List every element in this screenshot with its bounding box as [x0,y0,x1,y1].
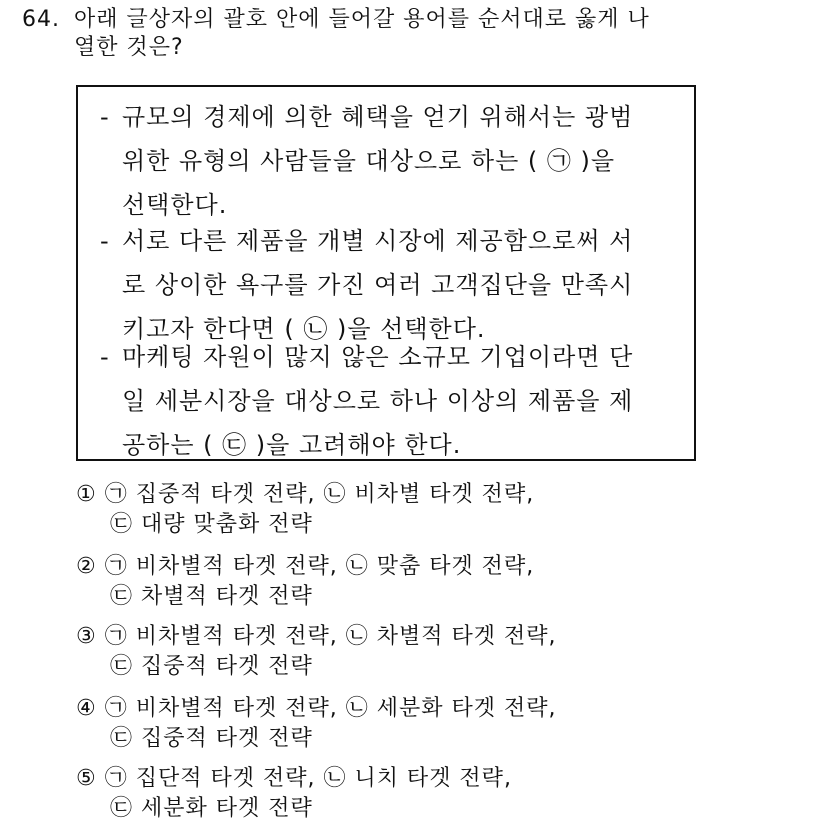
passage-line: 키고자 한다면 ( ㉡ )을 선택한다. [122,315,486,343]
bullet-dash: - [100,343,110,371]
option-line-1: ③ ㉠ 비차별적 타겟 전략, ㉡ 차별적 타겟 전략, [76,624,557,649]
option-line-1: ⑤ ㉠ 집단적 타겟 전략, ㉡ 니치 타겟 전략, [76,766,512,791]
passage-line: 선택한다. [122,191,228,219]
answer-option-4[interactable] [76,694,556,754]
answer-option-5[interactable] [76,764,512,824]
passage-item-3 [100,335,633,467]
option-line-2: ㉢ 차별적 타겟 전략 [110,584,313,609]
passage-line: 마케팅 자원이 많지 않은 소규모 기업이라면 단 [122,343,634,371]
option-line-2: ㉢ 대량 맞춤화 전략 [110,512,313,537]
passage-line: 로 상이한 욕구를 가진 여러 고객집단을 만족시 [122,271,634,299]
passage-item-1 [100,95,633,227]
answer-option-1[interactable] [76,480,534,540]
option-line-1: ① ㉠ 집중적 타겟 전략, ㉡ 비차별 타겟 전략, [76,482,535,507]
option-line-1: ② ㉠ 비차별적 타겟 전략, ㉡ 맞춤 타겟 전략, [76,554,535,579]
answer-option-3[interactable] [76,622,556,682]
option-line-2: ㉢ 집중적 타겟 전략 [110,654,313,679]
passage-line: 일 세분시장을 대상으로 하나 이상의 제품을 제 [122,387,634,415]
passage-line: 서로 다른 제품을 개별 시장에 제공함으로써 서 [122,227,634,255]
question-text-line-1: 아래 글상자의 괄호 안에 들어갈 용어를 순서대로 옳게 나 [74,7,650,32]
answer-option-2[interactable] [76,552,534,612]
question-text-line-2: 열한 것은? [74,35,184,60]
bullet-dash: - [100,227,110,255]
passage-box [76,85,696,461]
question-stem [22,6,812,62]
passage-line: 공하는 ( ㉢ )을 고려해야 한다. [122,431,462,459]
question-number: 64. [22,7,60,32]
passage-line: 위한 유형의 사람들을 대상으로 하는 ( ㉠ )을 [122,147,616,175]
option-line-1: ④ ㉠ 비차별적 타겟 전략, ㉡ 세분화 타겟 전략, [76,696,557,721]
option-line-2: ㉢ 세분화 타겟 전략 [110,796,313,821]
passage-item-2 [100,219,633,351]
option-line-2: ㉢ 집중적 타겟 전략 [110,726,313,751]
passage-line: 규모의 경제에 의한 혜택을 얻기 위해서는 광범 [122,103,634,131]
bullet-dash: - [100,103,110,131]
